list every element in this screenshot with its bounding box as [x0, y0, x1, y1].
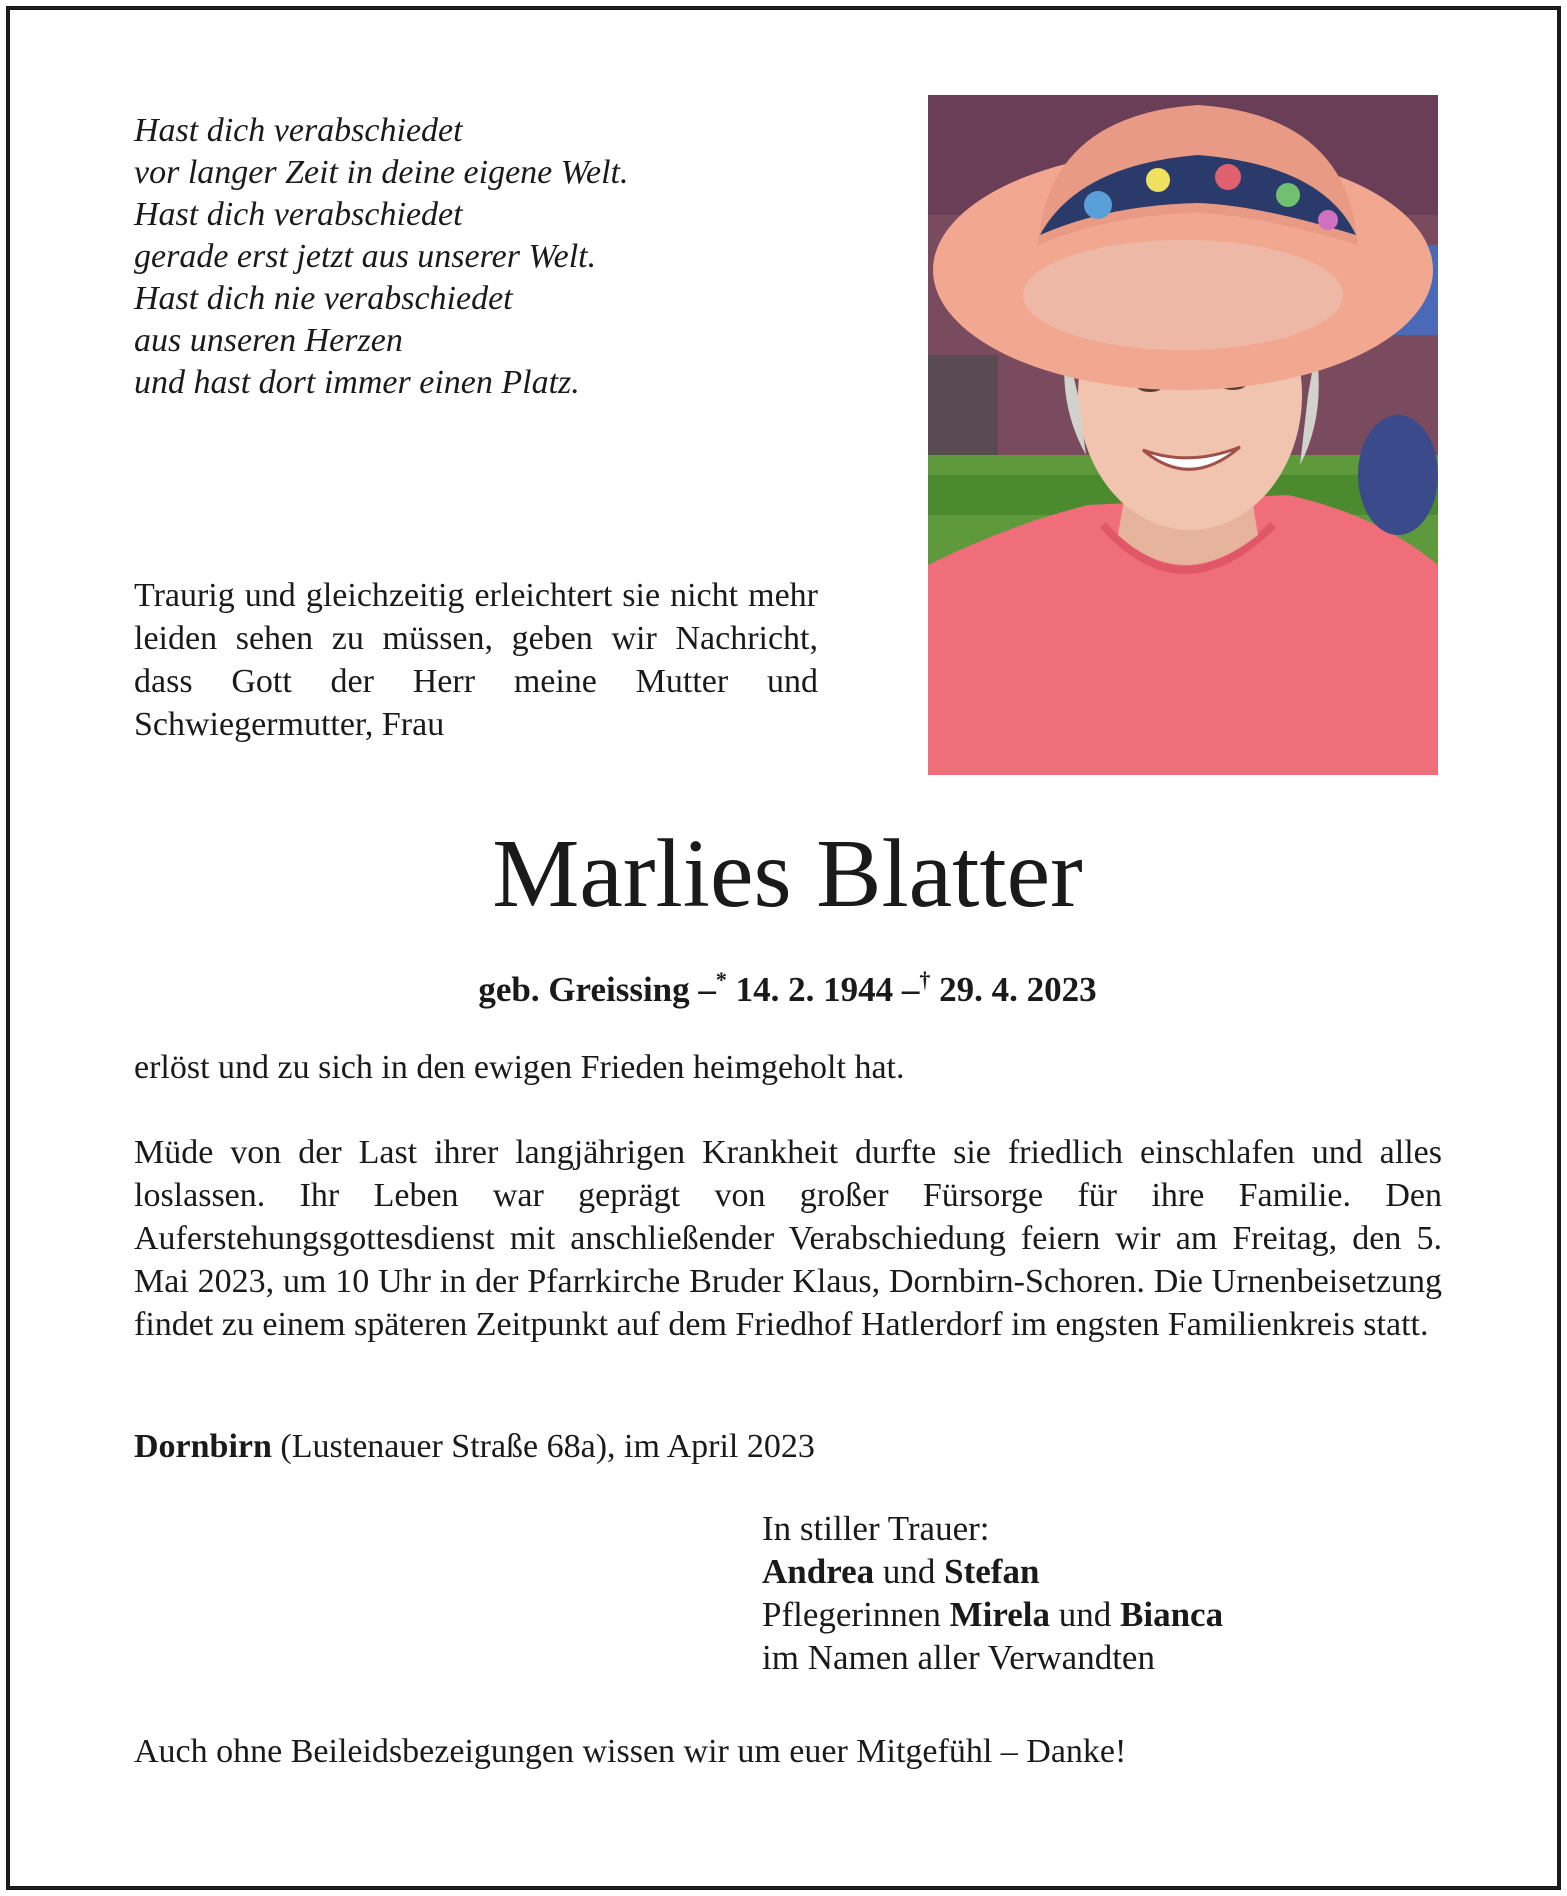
- mourner-name: Andrea: [762, 1552, 875, 1591]
- portrait-photo: [928, 95, 1438, 775]
- poem-line: gerade erst jetzt aus unserer Welt.: [134, 238, 597, 275]
- obituary-frame: [6, 6, 1561, 1890]
- mourners-line: [762, 1550, 1442, 1593]
- poem-line: aus unseren Herzen: [134, 322, 403, 359]
- birth-date: 14. 2. 1944: [735, 970, 894, 1009]
- poem: [134, 110, 774, 404]
- mourner-join: und: [1050, 1595, 1120, 1634]
- dash: –: [901, 970, 920, 1009]
- thanks-line: Auch ohne Beileidsbezeigungen wissen wir um euer Mitgefühl – Danke!: [134, 1733, 1127, 1770]
- mourner-name: Mirela: [949, 1595, 1050, 1634]
- place-address: (Lustenauer Straße 68a), im April 2023: [271, 1428, 815, 1465]
- mourners-line: [762, 1593, 1442, 1636]
- death-date: 29. 4. 2023: [939, 970, 1097, 1009]
- birth-symbol: *: [715, 967, 727, 992]
- death-symbol: †: [919, 967, 931, 992]
- poem-line: vor langer Zeit in deine eigene Welt.: [134, 154, 629, 191]
- place-and-date: [134, 1425, 1442, 1468]
- paragraph-service-details: Müde von der Last ihrer langjährigen Krankheit durfte sie friedlich einschlafen und alles loslassen. Ihr Leben war geprägt von großer Fürsorge für ihre Familie. Den Auferstehungsgottesdienst mit anschließender Verabschiedung feiern wir am Freitag, den 5. Mai 2023, um 10 Uhr in der Pfarrkirche Bruder Klaus, Dornbirn-Schoren. Die Urnenbeisetzung findet zu einem späteren Zeitpunkt auf dem Friedhof Hatlerdorf im engsten Familienkreis statt.: [134, 1134, 1442, 1343]
- poem-line: Hast dich verabschiedet: [134, 196, 463, 233]
- paragraph-heimgeholt: erlöst und zu sich in den ewigen Frieden heimgeholt hat.: [134, 1049, 905, 1086]
- mourners-block: [762, 1507, 1442, 1679]
- poem-line: und hast dort immer einen Platz.: [134, 364, 580, 401]
- intro-text: Traurig und gleichzeitig erleichtert sie nicht mehr leiden sehen zu müssen, geben wir Nachricht, dass Gott der Herr meine Mutter und Schwiegermutter, Frau: [134, 577, 818, 743]
- dash: –: [698, 970, 716, 1009]
- mourner-prefix: Pflegerinnen: [762, 1595, 950, 1634]
- poem-line: Hast dich verabschiedet: [134, 112, 463, 149]
- mourner-name: Stefan: [944, 1552, 1040, 1591]
- deceased-name: Marlies Blatter: [492, 820, 1083, 928]
- mourner-join: und: [874, 1552, 945, 1591]
- maiden-name: geb. Greissing: [478, 970, 690, 1009]
- mourners-relatives: im Namen aller Verwandten: [762, 1638, 1155, 1677]
- portrait-illustration: [928, 95, 1438, 775]
- mourners-heading: In stiller Trauer:: [762, 1509, 990, 1548]
- poem-line: Hast dich nie verabschiedet: [134, 280, 513, 317]
- place-city: Dornbirn: [134, 1428, 272, 1465]
- mourner-name: Bianca: [1120, 1595, 1224, 1634]
- life-dates: [10, 958, 1565, 1012]
